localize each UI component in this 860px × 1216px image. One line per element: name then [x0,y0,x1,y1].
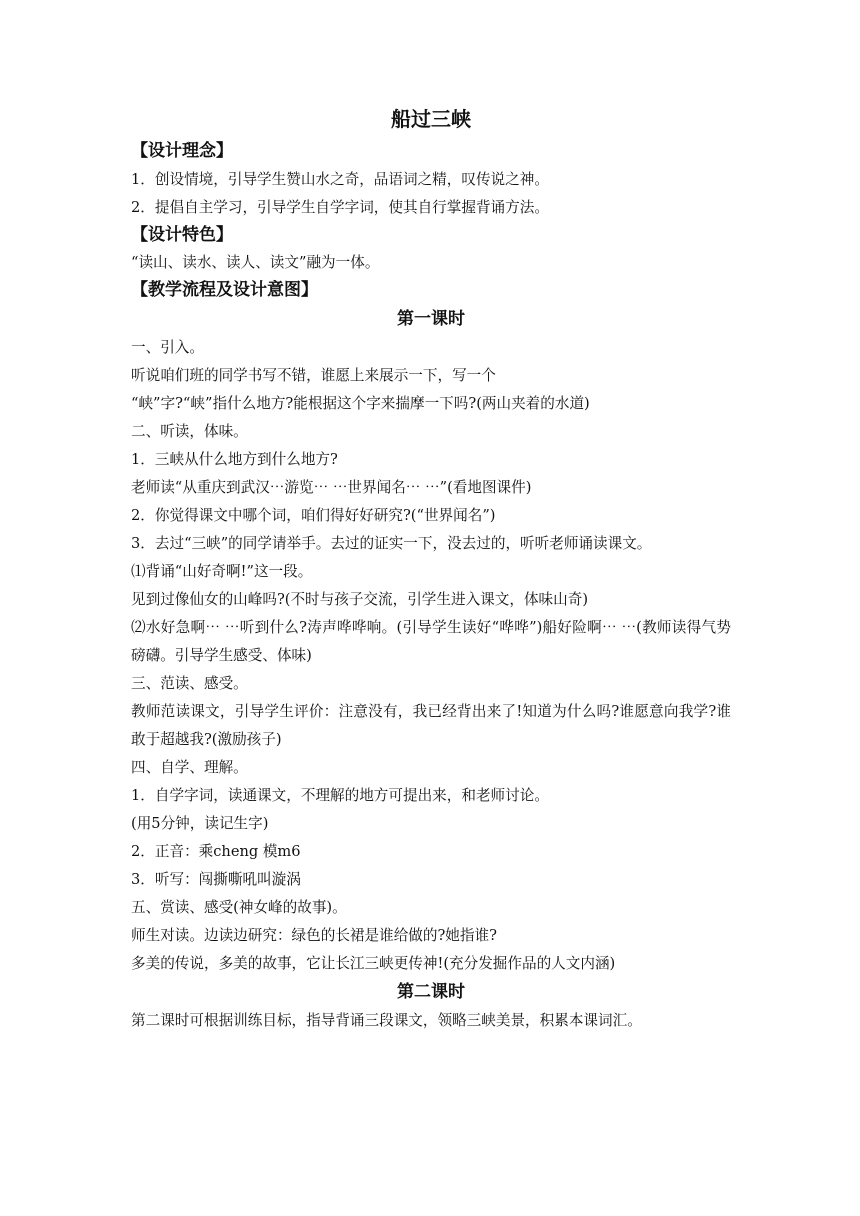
paragraph: “峡”字?“峡”指什么地方?能根据这个字来揣摩一下吗?(两山夹着的水道) [131,394,590,412]
paragraph: 一、引入。 [131,338,204,356]
document-title: 船过三峡 [391,107,471,131]
lesson-one [131,305,731,978]
paragraph: ⑵水好急啊⋯ ⋯听到什么?涛声哗哗响。(引导学生读好“哗哗”)船好险啊⋯ ⋯(教师读得气势磅礴。引导学生感受、体味) [131,618,731,664]
paragraph: 教师范读课文，引导学生评价：注意没有，我已经背出来了!知道为什么吗?谁愿意向我学?谁敢于超越我?(激励孩子) [131,702,731,748]
paragraph: 师生对读。边读边研究：绿色的长裙是谁给做的?她指谁? [131,926,497,944]
paragraph: 听说咱们班的同学书写不错，谁愿上来展示一下，写一个 [131,366,496,384]
paragraph: 多美的传说，多美的故事，它让长江三峡更传神!(充分发掘作品的人文内涵) [131,954,616,972]
section-teaching-process [131,277,731,305]
lesson-title: 第二课时 [397,981,465,1002]
section-design-features [131,222,731,278]
paragraph: 三、范读、感受。 [131,674,248,692]
paragraph: 老师读“从重庆到武汉⋯游览⋯ ⋯世界闻名⋯ ⋯”(看地图课件) [131,478,532,496]
section-heading: 【设计理念】 [131,141,233,161]
paragraph: 2．正音：乘cheng 模m6 [131,842,301,860]
paragraph: 1．三峡从什么地方到什么地方? [131,450,338,468]
section-heading: 【教学流程及设计意图】 [131,280,318,300]
section-design-concept [131,138,731,222]
paragraph: “读山、读水、读人、读文”融为一体。 [131,254,380,271]
paragraph: 第二课时可根据训练目标，指导背诵三段课文，领略三峡美景，积累本课词汇。 [131,1011,642,1029]
paragraph: 3．听写：闯撕嘶吼叫漩涡 [131,870,301,888]
paragraph: 四、自学、理解。 [131,758,248,776]
lesson-title: 第一课时 [397,308,465,329]
paragraph: 见到过像仙女的山峰吗?(不时与孩子交流，引学生进入课文，体味山奇) [131,590,589,608]
paragraph: 2．你觉得课文中哪个词，咱们得好好研究?(“世界闻名”) [131,506,496,524]
section-heading: 【设计特色】 [131,224,233,245]
paragraph: 3．去过“三峡”的同学请举手。去过的证实一下，没去过的，听听老师诵读课文。 [131,534,652,552]
lesson-two [131,978,731,1035]
paragraph: 五、赏读、感受(神女峰的故事)。 [131,898,347,916]
paragraph: 2．提倡自主学习，引导学生自学字词，使其自行掌握背诵方法。 [131,198,549,216]
paragraph: 1．创设情境，引导学生赞山水之奇，品语词之精，叹传说之神。 [131,170,549,188]
paragraph: 1．自学字词，读通课文，不理解的地方可提出来，和老师讨论。 [131,786,549,804]
paragraph: ⑴背诵“山好奇啊!”这一段。 [131,562,313,580]
paragraph: 二、听读，体味。 [131,422,248,440]
document-page [131,104,731,1035]
paragraph: (用5分钟，读记生字) [131,814,269,832]
